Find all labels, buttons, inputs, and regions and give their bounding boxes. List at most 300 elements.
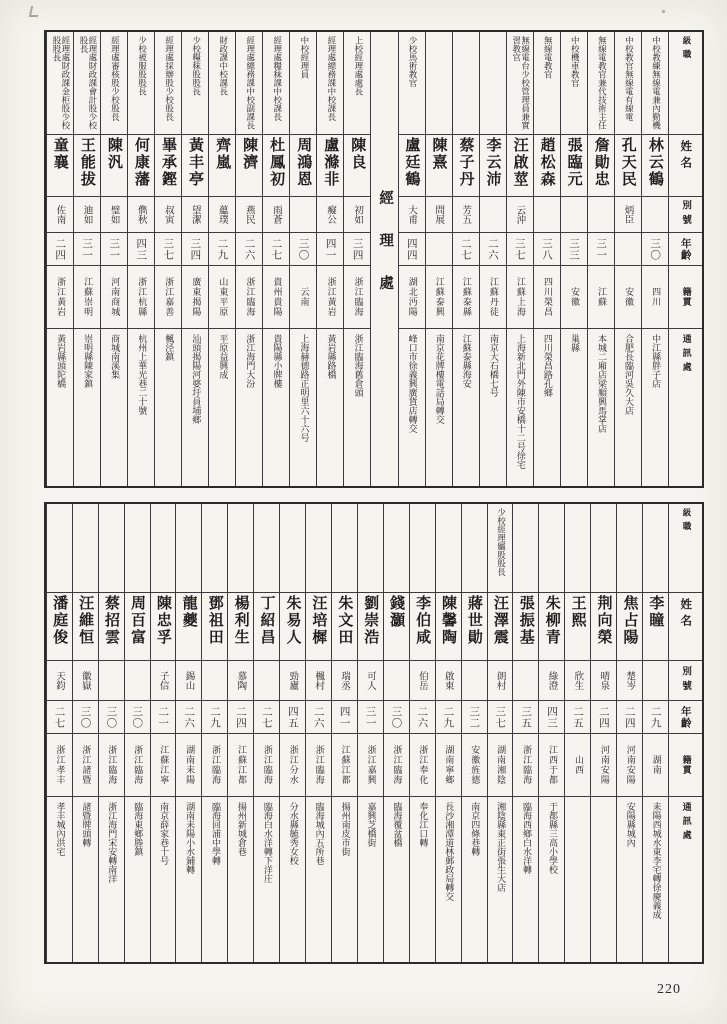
rank-cell <box>280 504 305 592</box>
place-text: 河南商城 <box>109 277 120 317</box>
age-cell <box>73 700 98 733</box>
alias-cell <box>453 196 479 232</box>
place-text: 浙江臨海 <box>313 745 324 785</box>
name-cell <box>155 134 181 196</box>
address-text: 黃岩縣頭陀橋 <box>55 334 66 388</box>
rank-cell <box>384 504 409 592</box>
row-header-column <box>668 504 702 962</box>
address-text: 南京薛家巷十号 <box>158 802 169 865</box>
address-text: 浙江海門宋安轉南洋 <box>106 802 117 883</box>
alias-cell <box>280 660 305 700</box>
rank-text: 經理處總務課中校副課長 <box>244 36 255 130</box>
person-name: 蔡子丹 <box>457 137 476 188</box>
address-cell <box>358 796 383 962</box>
age-cell <box>615 232 641 265</box>
person-column <box>452 32 479 486</box>
age-cell <box>643 700 668 733</box>
age-text: 三〇 <box>297 237 310 261</box>
place-text: 湖南耒陽 <box>184 745 195 785</box>
alias-text: 叔寅 <box>162 205 174 224</box>
place-text: 江蘇崇明 <box>82 277 93 317</box>
alias-text: 炳臣 <box>622 205 634 224</box>
address-cell <box>182 328 208 486</box>
alias-cell <box>565 660 590 700</box>
person-column <box>343 32 370 486</box>
name-cell <box>236 134 262 196</box>
address-text: 南京大石橋七号 <box>487 334 498 397</box>
rank-text: 上校經理處處長 <box>352 36 363 96</box>
rank-text: 無線電台少校管理員兼實習教官 <box>510 36 530 130</box>
alias-cell <box>534 196 560 232</box>
age-cell <box>591 700 616 733</box>
age-cell <box>202 700 227 733</box>
rank-cell <box>561 32 587 134</box>
place-cell <box>290 265 316 328</box>
age-text: 三〇 <box>105 705 118 729</box>
alias-cell <box>254 660 279 700</box>
age-cell <box>228 700 253 733</box>
rank-text: 少校被服股股長 <box>136 36 147 96</box>
address-cell <box>565 796 590 962</box>
address-cell <box>513 796 538 962</box>
place-cell <box>317 265 343 328</box>
address-text: 奉化江口轉 <box>417 802 428 847</box>
address-cell <box>209 328 235 486</box>
row-header-cell <box>669 504 702 592</box>
name-cell <box>591 592 616 660</box>
alias-cell <box>99 660 124 700</box>
age-text: 四三 <box>135 237 148 261</box>
alias-text: 璧如 <box>108 205 120 224</box>
address-text: 南京花牌樓電話局轉交 <box>433 334 444 424</box>
place-text: 江蘇上海 <box>514 277 525 317</box>
address-cell <box>47 328 73 486</box>
age-cell <box>280 700 305 733</box>
person-column <box>127 32 154 486</box>
address-text: 耒陽西城水東李宅轉徐慶義成 <box>650 802 661 919</box>
person-column <box>641 32 668 486</box>
address-text: 貴陽縣小牌樓 <box>271 334 282 388</box>
place-cell <box>151 733 176 796</box>
address-text: 于都縣三高小學校 <box>546 802 557 874</box>
rank-cell <box>254 504 279 592</box>
rank-cell <box>436 504 461 592</box>
age-cell <box>507 232 533 265</box>
person-column <box>479 32 506 486</box>
person-column <box>98 504 124 962</box>
age-text: 三〇 <box>79 705 92 729</box>
age-text: 三一 <box>364 705 377 729</box>
address-cell <box>280 796 305 962</box>
rank-cell <box>513 504 538 592</box>
person-name: 汪澤震 <box>491 595 510 646</box>
place-cell <box>176 733 201 796</box>
name-cell <box>202 592 227 660</box>
place-text: 河南安陽 <box>598 745 609 785</box>
age-cell <box>480 232 506 265</box>
address-text: 臨海東鄉塍鎮 <box>132 802 143 856</box>
address-cell <box>615 328 641 486</box>
age-text: 三八 <box>540 237 553 261</box>
person-name: 畢承鏗 <box>159 137 178 188</box>
person-name: 孔天民 <box>619 137 638 188</box>
rank-text: 少校馬術教官 <box>407 36 418 87</box>
place-cell <box>155 265 181 328</box>
person-name: 龍夔 <box>180 595 199 629</box>
person-name: 陳馨陶 <box>440 595 458 646</box>
age-cell <box>176 700 201 733</box>
age-cell <box>182 232 208 265</box>
person-name: 盧滌非 <box>322 137 341 188</box>
alias-cell <box>642 196 668 232</box>
name-cell <box>47 592 72 660</box>
alias-cell <box>306 660 331 700</box>
person-name: 黃丰亭 <box>187 137 206 188</box>
person-name: 何康藩 <box>132 137 151 188</box>
row-header-cell <box>669 232 702 265</box>
place-cell <box>332 733 357 796</box>
alias-text: 燕民 <box>243 205 255 224</box>
person-name: 陳良 <box>349 137 368 171</box>
place-text: 浙江臨海 <box>521 745 532 785</box>
place-cell <box>280 733 305 796</box>
place-cell <box>384 733 409 796</box>
address-cell <box>306 796 331 962</box>
name-cell <box>534 134 560 196</box>
person-name: 錢灝 <box>388 595 407 629</box>
alias-cell <box>74 196 100 232</box>
place-cell <box>426 265 452 328</box>
name-cell <box>73 592 98 660</box>
address-cell <box>410 796 435 962</box>
alias-text: 楓村 <box>313 671 325 690</box>
name-cell <box>513 592 538 660</box>
rank-text: 經理處採辦股少校股長 <box>163 36 174 121</box>
address-cell <box>176 796 201 962</box>
rank-text: 中校機車教官 <box>569 36 580 87</box>
rank-text: 少校經理屬股股長 <box>495 508 506 576</box>
age-text: 三四 <box>351 237 364 261</box>
row-header-label: 別號 <box>680 200 692 229</box>
age-cell <box>128 232 154 265</box>
alias-cell <box>317 196 343 232</box>
address-cell <box>534 328 560 486</box>
place-text: 湖南湘陰 <box>495 745 506 785</box>
rank-cell <box>306 504 331 592</box>
age-cell <box>47 700 72 733</box>
age-text: 三〇 <box>649 237 662 261</box>
name-cell <box>480 134 506 196</box>
age-cell <box>539 700 564 733</box>
alias-text: 勁廬 <box>287 671 299 690</box>
alias-cell <box>643 660 668 700</box>
alias-cell <box>176 660 201 700</box>
name-cell <box>182 134 208 196</box>
place-cell <box>306 733 331 796</box>
place-text: 浙江臨海 <box>244 277 255 317</box>
age-cell <box>462 700 487 733</box>
age-text: 二七 <box>270 237 283 261</box>
alias-text: 朗村 <box>494 671 506 690</box>
alias-text: 伯岳 <box>416 671 428 690</box>
rank-text: 無線電教官 <box>542 36 553 79</box>
row-header-label: 別號 <box>680 666 692 695</box>
place-cell <box>182 265 208 328</box>
age-text: 三一 <box>81 237 94 261</box>
place-cell <box>539 733 564 796</box>
person-name: 劉崇浩 <box>362 595 381 646</box>
place-text: 安徽 <box>623 287 634 307</box>
alias-cell <box>151 660 176 700</box>
alias-cell <box>561 196 587 232</box>
rank-cell <box>642 32 668 134</box>
place-text: 安徽旌德 <box>469 745 480 785</box>
age-cell <box>561 232 587 265</box>
place-cell <box>125 733 150 796</box>
rank-cell <box>539 504 564 592</box>
place-text: 浙江臨海 <box>391 745 402 785</box>
age-cell <box>399 232 425 265</box>
alias-text: 瑞丞 <box>339 671 351 690</box>
place-cell <box>643 733 668 796</box>
address-text: 湖南耒陽小水鋪轉 <box>184 802 195 874</box>
place-text: 湖南寧鄉 <box>443 745 454 785</box>
alias-cell <box>488 660 513 700</box>
rank-text: 少校糧秣股股長 <box>190 36 201 96</box>
row-header-cell <box>669 328 702 486</box>
age-cell <box>488 700 513 733</box>
person-name: 蔣世勛 <box>465 595 484 646</box>
place-cell <box>74 265 100 328</box>
person-column <box>46 32 73 486</box>
row-header-label: 姓名 <box>679 140 694 173</box>
name-cell <box>358 592 383 660</box>
address-text: 江蘇泰縣海安 <box>460 334 471 388</box>
row-header-label: 籍貫 <box>680 755 691 775</box>
place-cell <box>480 265 506 328</box>
alias-cell <box>358 660 383 700</box>
name-cell <box>263 134 289 196</box>
age-cell <box>332 700 357 733</box>
age-text: 二九 <box>442 705 455 729</box>
person-column <box>331 504 357 962</box>
place-cell <box>73 733 98 796</box>
alias-cell <box>125 660 150 700</box>
rank-cell <box>47 32 73 134</box>
age-text: 二六 <box>312 705 325 729</box>
person-name: 王能拔 <box>78 137 97 188</box>
rank-cell <box>480 32 506 134</box>
person-column <box>316 32 343 486</box>
alias-text: 綠澄 <box>546 671 558 690</box>
alias-cell <box>410 660 435 700</box>
person-name: 朱文田 <box>336 595 355 646</box>
name-cell <box>290 134 316 196</box>
section-label: 經理處 <box>377 190 394 318</box>
alias-text: 欣生 <box>572 671 584 690</box>
address-cell <box>155 328 181 486</box>
address-cell <box>642 328 668 486</box>
person-column <box>72 504 98 962</box>
place-text: 浙江嘉善 <box>163 277 174 317</box>
address-text: 杭州上華光巷二十號 <box>136 334 147 415</box>
person-column <box>227 504 253 962</box>
age-cell <box>125 700 150 733</box>
place-text: 四川榮昌 <box>541 277 552 317</box>
place-cell <box>399 265 425 328</box>
alias-text: 問展 <box>433 205 445 224</box>
address-text: 四川榮昌路孔鄉 <box>541 334 552 397</box>
name-cell <box>399 134 425 196</box>
person-name: 李云沛 <box>484 137 503 188</box>
person-column <box>181 32 208 486</box>
address-text: 崇明縣陳家鎮 <box>82 334 93 388</box>
place-text: 浙江臨海 <box>261 745 272 785</box>
row-header-label: 級職 <box>680 508 691 535</box>
alias-cell <box>436 660 461 700</box>
person-column <box>357 504 383 962</box>
age-cell <box>99 700 124 733</box>
alias-cell <box>332 660 357 700</box>
rank-cell <box>358 504 383 592</box>
person-name: 陳忠孚 <box>154 595 173 646</box>
alias-cell <box>182 196 208 232</box>
age-text: 二六 <box>243 237 256 261</box>
name-cell <box>176 592 201 660</box>
address-text: 臨海覆盆橋 <box>391 802 402 847</box>
address-cell <box>151 796 176 962</box>
alias-text: 可人 <box>365 671 376 690</box>
age-text: 二九 <box>216 237 229 261</box>
person-column <box>100 32 127 486</box>
rank-cell <box>426 32 452 134</box>
alias-cell <box>101 196 127 232</box>
rank-cell <box>290 32 316 134</box>
rank-text: 經理處財政課金柜股少校股股長 <box>50 36 70 130</box>
person-column <box>262 32 289 486</box>
address-cell <box>643 796 668 962</box>
address-text: 上海赫德路正明里六十六号 <box>298 334 309 442</box>
rank-cell <box>591 504 616 592</box>
place-text: 四川 <box>650 287 661 307</box>
name-cell <box>462 592 487 660</box>
person-column <box>616 504 642 962</box>
alias-cell <box>591 660 616 700</box>
place-text: 浙江奉化 <box>417 745 428 785</box>
place-text: 浙江臨海 <box>106 745 117 785</box>
row-header-cell <box>669 796 702 962</box>
address-text: 長沙湘潭道林郵政局轉交 <box>443 802 454 901</box>
address-cell <box>488 796 513 962</box>
person-name: 陳熹 <box>430 137 449 171</box>
age-cell <box>236 232 262 265</box>
place-cell <box>128 265 154 328</box>
age-cell <box>384 700 409 733</box>
place-text: 湖北沔陽 <box>406 277 417 317</box>
age-text: 三三 <box>568 237 581 261</box>
rank-text: 財政課中校課長 <box>217 36 228 96</box>
place-cell <box>642 265 668 328</box>
person-name: 潘庭俊 <box>51 595 70 646</box>
person-name: 荆向榮 <box>595 595 614 646</box>
row-header-label: 姓名 <box>679 598 694 631</box>
alias-text: 芳五 <box>460 205 472 224</box>
place-text: 廣東揭陽 <box>190 277 201 317</box>
rank-cell <box>202 504 227 592</box>
row-header-label: 年齡 <box>679 237 692 261</box>
name-cell <box>332 592 357 660</box>
place-text: 湖南 <box>650 755 661 775</box>
rank-cell <box>228 504 253 592</box>
age-text: 二七 <box>53 705 66 729</box>
person-name: 焦占陽 <box>621 595 640 646</box>
age-cell <box>410 700 435 733</box>
age-text: 二七 <box>459 237 472 261</box>
row-header-label: 級職 <box>680 36 691 63</box>
alias-text: 初如 <box>352 205 364 224</box>
alias-cell <box>47 196 73 232</box>
name-cell <box>588 134 614 196</box>
row-header-cell <box>669 592 702 660</box>
alias-text: 啟東 <box>442 671 454 690</box>
person-name: 齊嵐 <box>214 137 233 171</box>
rank-text: 中校教官無線電有線電 <box>623 36 634 121</box>
alias-cell <box>263 196 289 232</box>
age-cell <box>263 232 289 265</box>
row-header-label: 年齡 <box>679 705 692 729</box>
name-cell <box>47 134 73 196</box>
rank-cell <box>101 32 127 134</box>
address-cell <box>591 796 616 962</box>
alias-cell <box>344 196 370 232</box>
person-name: 周百富 <box>128 595 147 646</box>
row-header-cell <box>669 134 702 196</box>
address-text: 本城二廂店梁順興馬掌店 <box>596 334 606 433</box>
address-text: 巢縣 <box>568 334 579 352</box>
place-cell <box>47 265 73 328</box>
address-cell <box>561 328 587 486</box>
place-text: 浙江黃岩 <box>325 277 336 317</box>
place-text: 貴州貴陽 <box>271 277 282 317</box>
rank-cell <box>399 32 425 134</box>
place-cell <box>565 733 590 796</box>
name-cell <box>615 134 641 196</box>
place-cell <box>488 733 513 796</box>
age-text: 四五 <box>286 705 299 729</box>
age-text: 三四 <box>189 237 202 261</box>
place-text: 山西 <box>572 755 583 775</box>
place-text: 江蘇江寧 <box>158 745 169 785</box>
person-column <box>46 504 72 962</box>
address-cell <box>99 796 124 962</box>
person-name: 丁紹昌 <box>258 595 277 646</box>
alias-cell <box>588 196 614 232</box>
row-header-cell <box>669 733 702 796</box>
row-header-label: 通訊處 <box>680 334 691 376</box>
age-cell <box>317 232 343 265</box>
name-cell <box>306 592 331 660</box>
rank-cell <box>47 504 72 592</box>
name-cell <box>617 592 642 660</box>
age-text: 三二 <box>468 705 481 729</box>
age-text: 二四 <box>623 705 636 729</box>
person-name: 朱易人 <box>284 595 303 646</box>
name-cell <box>209 134 235 196</box>
place-text: 云南 <box>298 287 309 307</box>
address-cell <box>462 796 487 962</box>
rank-text: 經理處糧秣課中校課長 <box>271 36 282 121</box>
address-cell <box>74 328 100 486</box>
